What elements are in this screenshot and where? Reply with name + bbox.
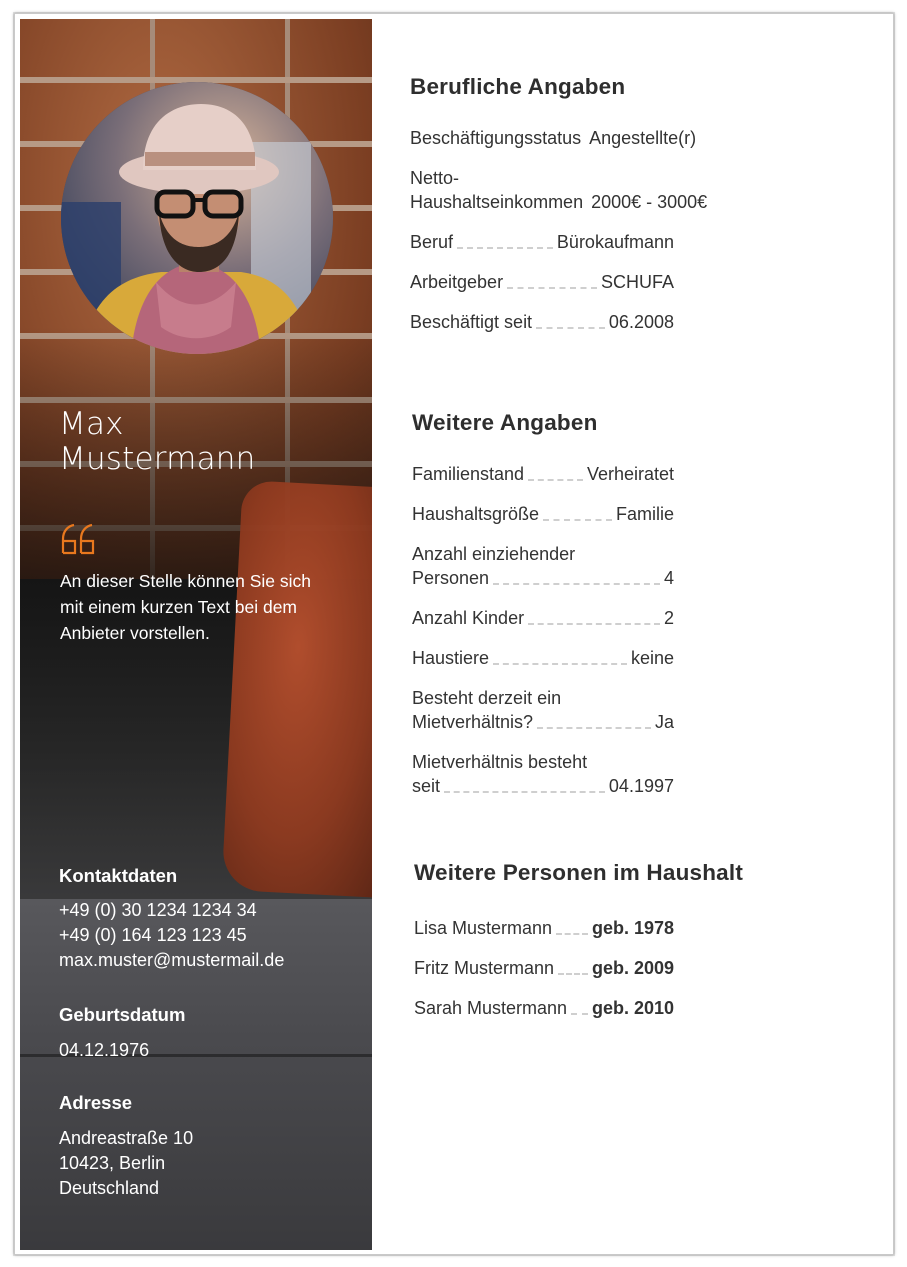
household-row xyxy=(414,956,674,980)
more-heading: Weitere Angaben xyxy=(412,410,598,435)
dotted-leader xyxy=(536,327,605,329)
row-label: Beschäftigt seit xyxy=(410,312,533,332)
row-value: Angestellte(r) xyxy=(589,128,697,148)
row-label: Personen xyxy=(412,568,490,588)
dotted-leader xyxy=(528,479,583,481)
job-row-since xyxy=(410,310,674,334)
row-label: seit xyxy=(412,776,441,796)
dotted-leader xyxy=(571,1013,588,1015)
row-value: Bürokaufmann xyxy=(556,232,674,252)
person-name xyxy=(59,407,255,477)
household-row xyxy=(414,996,674,1020)
birth-year: geb. 2009 xyxy=(591,958,674,978)
more-row-tenancy-since xyxy=(412,774,674,798)
row-value: Familie xyxy=(615,504,674,524)
phone-landline: +49 (0) 30 1234 1234 34 xyxy=(59,900,257,920)
person-name: Sarah Mustermann xyxy=(414,998,568,1018)
row-label: Mietverhältnis? xyxy=(412,712,534,732)
job-heading: Berufliche Angaben xyxy=(410,74,626,99)
birthdate-value: 04.12.1976 xyxy=(59,1040,150,1060)
row-value: keine xyxy=(630,648,674,668)
dotted-leader xyxy=(493,663,627,665)
row-label: Haustiere xyxy=(412,648,490,668)
dotted-leader xyxy=(444,791,605,793)
job-row-employer xyxy=(410,270,674,294)
address-heading: Adresse xyxy=(59,1092,133,1113)
dotted-leader xyxy=(537,727,651,729)
more-row-marital xyxy=(412,462,674,486)
profile-photo xyxy=(61,82,333,354)
row-label: Haushaltsgröße xyxy=(412,504,540,524)
email-address: max.muster@mustermail.de xyxy=(59,950,285,970)
person-name: Lisa Mustermann xyxy=(414,918,553,938)
row-label: Arbeitgeber xyxy=(410,272,504,292)
job-row-status xyxy=(410,126,697,150)
row-value: SCHUFA xyxy=(600,272,674,292)
dotted-leader xyxy=(507,287,597,289)
row-label-line1: Besteht derzeit ein xyxy=(412,688,562,708)
row-label-line1: Netto- xyxy=(410,168,460,188)
row-value: 2 xyxy=(663,608,674,628)
document-page xyxy=(14,13,894,1255)
dotted-leader xyxy=(528,623,660,625)
dotted-leader xyxy=(556,933,588,935)
job-row-profession xyxy=(410,230,674,254)
row-value: Ja xyxy=(654,712,674,732)
more-row-persons xyxy=(412,566,674,590)
row-value: 06.2008 xyxy=(608,312,674,332)
household-heading: Weitere Personen im Haushalt xyxy=(414,860,744,885)
more-row-household-size xyxy=(412,502,674,526)
row-label-line1: Anzahl einziehender xyxy=(412,544,576,564)
address-details xyxy=(59,1126,193,1201)
row-label: Beschäftigungsstatus xyxy=(410,128,582,148)
row-value: Verheiratet xyxy=(586,464,674,484)
profile-sidebar xyxy=(20,19,372,1250)
row-label: Beruf xyxy=(410,232,454,252)
birthdate-heading: Geburtsdatum xyxy=(59,1004,186,1025)
address-country: Deutschland xyxy=(59,1178,160,1198)
dotted-leader xyxy=(543,519,612,521)
row-label: Anzahl Kinder xyxy=(412,608,525,628)
household-row xyxy=(414,916,674,940)
row-label-line1: Mietverhältnis besteht xyxy=(412,752,588,772)
row-value: 2000€ - 3000€ xyxy=(591,192,708,212)
contact-heading: Kontaktdaten xyxy=(59,865,178,886)
dotted-leader xyxy=(493,583,660,585)
details-column xyxy=(372,14,893,1254)
first-name: Max xyxy=(59,406,124,442)
quote-icon xyxy=(60,522,98,556)
address-street: Andreastraße 10 xyxy=(59,1128,194,1148)
birth-year: geb. 2010 xyxy=(591,998,674,1018)
more-row-children xyxy=(412,606,674,630)
phone-mobile: +49 (0) 164 123 123 45 xyxy=(59,925,247,945)
birth-year: geb. 1978 xyxy=(591,918,674,938)
last-name: Mustermann xyxy=(59,441,256,477)
row-label: Haushaltseinkommen xyxy=(410,192,584,212)
person-name: Fritz Mustermann xyxy=(414,958,555,978)
more-row-pets xyxy=(412,646,674,670)
address-city: 10423, Berlin xyxy=(59,1153,166,1173)
row-value: 4 xyxy=(663,568,674,588)
contact-details xyxy=(59,898,284,973)
dotted-leader xyxy=(558,973,588,975)
row-label: Familienstand xyxy=(412,464,525,484)
intro-text: An dieser Stelle können Sie sich mit einem kurzen Text bei dem Anbieter vorstellen. xyxy=(60,571,311,643)
job-row-income xyxy=(410,190,708,214)
more-row-tenancy xyxy=(412,710,674,734)
dotted-leader xyxy=(457,247,553,249)
row-value: 04.1997 xyxy=(608,776,674,796)
background-pillow xyxy=(221,480,372,898)
